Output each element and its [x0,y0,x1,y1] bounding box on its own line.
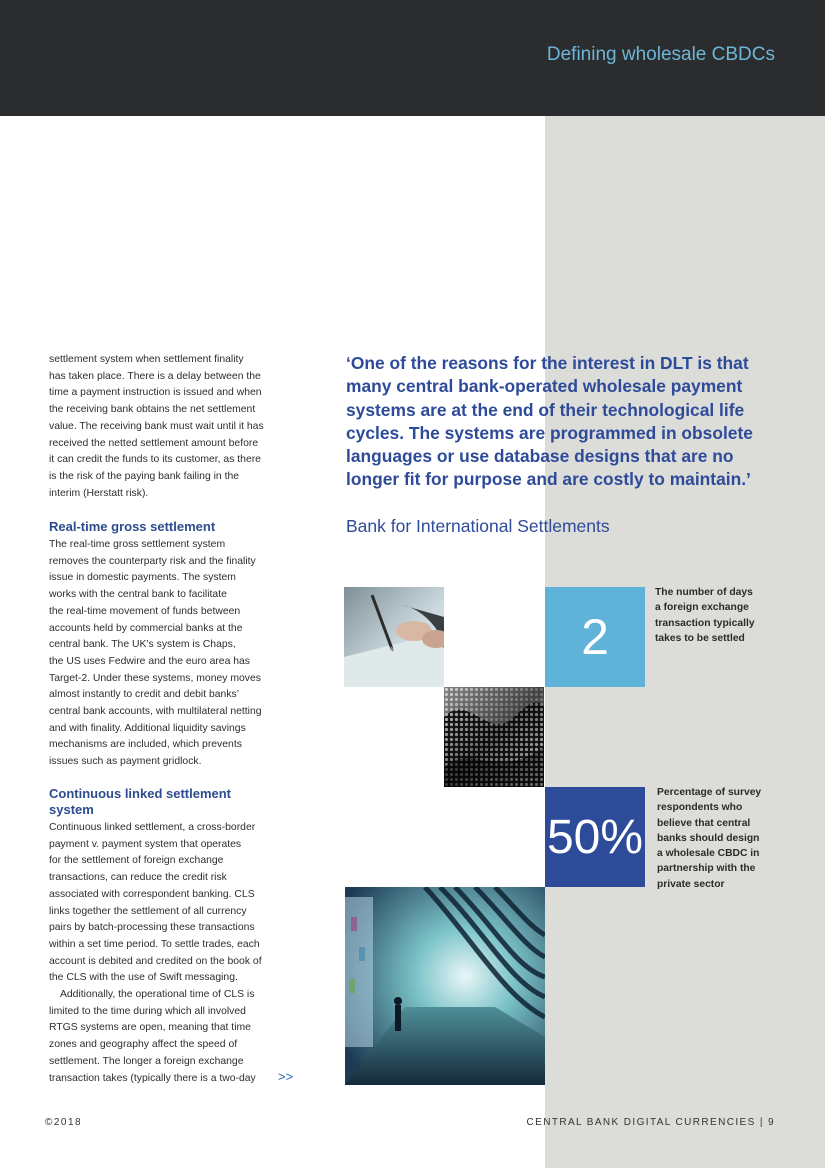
text-line: received the netted settlement amount before [49,437,259,449]
text-line: zones and geography affect the speed of [49,1039,238,1051]
text-line: central bank accounts, with multilateral netting [49,706,262,718]
intro-paragraph [49,352,281,502]
text-line: mechanisms are included, which prevents [49,739,242,751]
stat-text-line: respondents who [657,802,743,814]
rtgs-heading: Real-time gross settlement [49,519,216,534]
text-line: pairs by batch-processing these transactions [49,922,255,934]
text-line: it can credit the funds to its customer, as there [49,454,261,466]
text-line: limited to the time during which all involved [49,1005,246,1017]
text-line: accounts held by commercial banks at the [49,622,243,634]
text-line: time a payment instruction is issued and when [49,387,262,399]
text-line: links together the settlement of all currency [49,905,247,917]
text-line: transactions, can reduce the credit risk [49,872,227,884]
text-line: issue in domestic payments. The system [49,572,236,584]
text-line: RTGS systems are open, meaning that time [49,1022,251,1034]
cls-heading-line-2: system [49,802,94,817]
text-line: the CLS with the use of Swift messaging. [49,972,238,984]
text-line: The real-time gross settlement system [49,539,226,550]
stat-text-line: private sector [657,878,725,890]
pull-quote: ‘One of the reasons for the interest in DLT is that many central bank-operated wholesale payment systems are at the end of their technological life cycles. The systems are programmed in obsolete languages or use database designs that are no longer fit for purpose and are costly to maintain.’ [346,353,753,490]
stat-text-line: The number of days [655,587,753,598]
stat-text-line: Percentage of survey [657,787,762,798]
page-header [0,0,825,116]
text-line: transaction takes (typically there is a two-day [49,1072,256,1084]
stat-text-line: a foreign exchange [655,602,749,614]
stat-text-line: a wholesale CBDC in [657,848,760,860]
wave-pattern-photo [444,687,544,787]
text-line: has taken place. There is a delay between the [49,370,261,382]
text-line: almost instantly to credit and debit banks’ [49,689,240,701]
stat-box-percent: 50% [545,787,645,887]
signing-photo-art [344,587,444,687]
text-line: within a set time period. To settle trades, each [49,938,260,950]
text-line: associated with correspondent banking. CLS [49,888,255,900]
wave-pattern-art [444,687,544,787]
text-line: for the settlement of foreign exchange [49,855,224,867]
text-line: payment v. payment system that operates [49,838,242,850]
publication-footer: CENTRAL BANK DIGITAL CURRENCIES | 9 [526,1117,775,1128]
text-line: the receiving bank obtains the net settlement [49,404,256,416]
text-line: the real-time movement of funds between [49,605,241,617]
text-line: removes the counterparty risk and the finality [49,555,256,567]
text-line: value. The receiving bank must wait until it has [49,420,264,432]
tunnel-photo [345,887,545,1085]
text-line: Additionally, the operational time of CLS is [49,989,255,1001]
text-line: is the risk of the paying bank failing in the [49,470,240,482]
stat-text-line: takes to be settled [655,632,745,644]
copyright: ©2018 [45,1117,83,1128]
stat-text-line: partnership with the [657,863,756,875]
stat-box-days: 2 [545,587,645,687]
stat-text-line: banks should design [657,832,760,844]
cls-heading [49,786,231,818]
cls-heading-line-1: Continuous linked settlement [49,786,232,801]
continue-arrow[interactable]: >> [278,1069,294,1084]
tunnel-art [345,887,545,1085]
text-line: the US uses Fedwire and the euro area has [49,655,251,667]
text-line: issues such as payment gridlock. [49,756,202,768]
text-line: Continuous linked settlement, a cross-border [49,822,256,833]
stat-text-line: transaction typically [655,617,755,629]
text-line: settlement. The longer a foreign exchange [49,1055,244,1067]
stat-days-description [655,585,767,646]
text-line: interim (Herstatt risk). [49,487,149,499]
rtgs-paragraph [49,537,281,771]
quote-source: Bank for International Settlements [346,516,610,536]
stat-text-line: believe that central [657,817,751,829]
stat-percent-description [657,785,769,892]
text-line: settlement system when settlement finality [49,354,244,365]
text-line: account is debited and credited on the book of [49,955,262,967]
text-line: and with finality. Additional liquidity savings [49,722,246,734]
text-line: works with the central bank to facilitate [49,589,227,601]
section-title: Defining wholesale CBDCs [546,44,775,65]
text-line: central bank. The UK’s system is Chaps, [49,639,236,651]
cls-paragraph [49,820,281,1087]
text-line: Target-2. Under these systems, money moves [49,672,261,684]
signing-photo [344,587,444,687]
